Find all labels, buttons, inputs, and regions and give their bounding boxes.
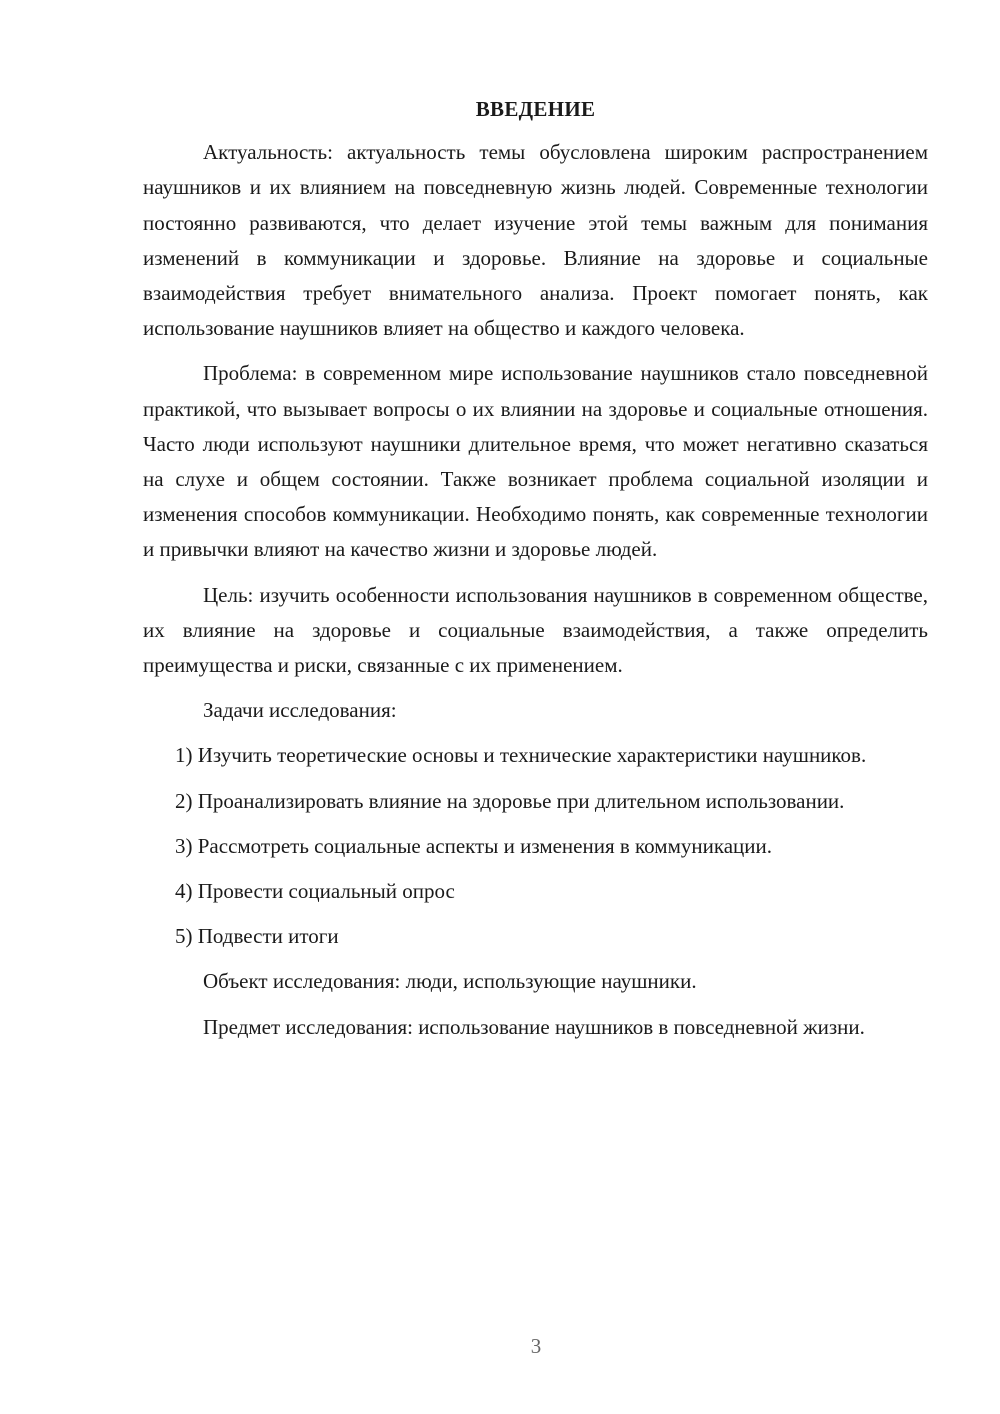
- document-page: [143, 92, 928, 1055]
- task-item-5: 5) Подвести итоги: [175, 924, 339, 949]
- task-item-2: 2) Проанализировать влияние на здоровье при длительном использовании.: [175, 788, 845, 813]
- paragraph-relevance: Актуальность: актуальность темы обусловлена широким распространением наушников и их влиянием на повседневную жизнь людей. Современные технологии постоянно развиваются, что делает изучение этой темы важным для понимания изменений в коммуникации и здоровье. Влияние на здоровье и социальные взаимодействия требует внимательного анализа. Проект помогает понять, как использование наушников влияет на общество и каждого человека.: [143, 140, 928, 341]
- task-item-1: 1) Изучить теоретические основы и технические характеристики наушников.: [175, 743, 867, 768]
- paragraph-subject: Предмет исследования: использование наушников в повседневной жизни.: [203, 1014, 865, 1039]
- task-item-4: 4) Провести социальный опрос: [175, 879, 455, 904]
- task-item-3: 3) Рассмотреть социальные аспекты и изменения в коммуникации.: [175, 833, 773, 858]
- paragraph-object: Объект исследования: люди, использующие наушники.: [203, 969, 697, 994]
- paragraph-goal: Цель: изучить особенности использования наушников в современном обществе, их влияние на здоровье и социальные взаимодействия, а также определить преимущества и риски, связанные с их применением.: [143, 582, 928, 678]
- page-number: 3: [530, 1334, 542, 1358]
- section-title: ВВЕДЕНИЕ: [475, 97, 596, 121]
- tasks-heading: Задачи исследования:: [203, 698, 397, 723]
- paragraph-problem: Проблема: в современном мире использование наушников стало повседневной практикой, что вызывает вопросы о их влиянии на здоровье и социальные отношения. Часто люди используют наушники длительное время, что может негативно сказаться на слухе и общем состоянии. Также возникает проблема социальной изоляции и изменения способов коммуникации. Необходимо понять, как современные технологии и привычки влияют на качество жизни и здоровье людей.: [143, 361, 928, 562]
